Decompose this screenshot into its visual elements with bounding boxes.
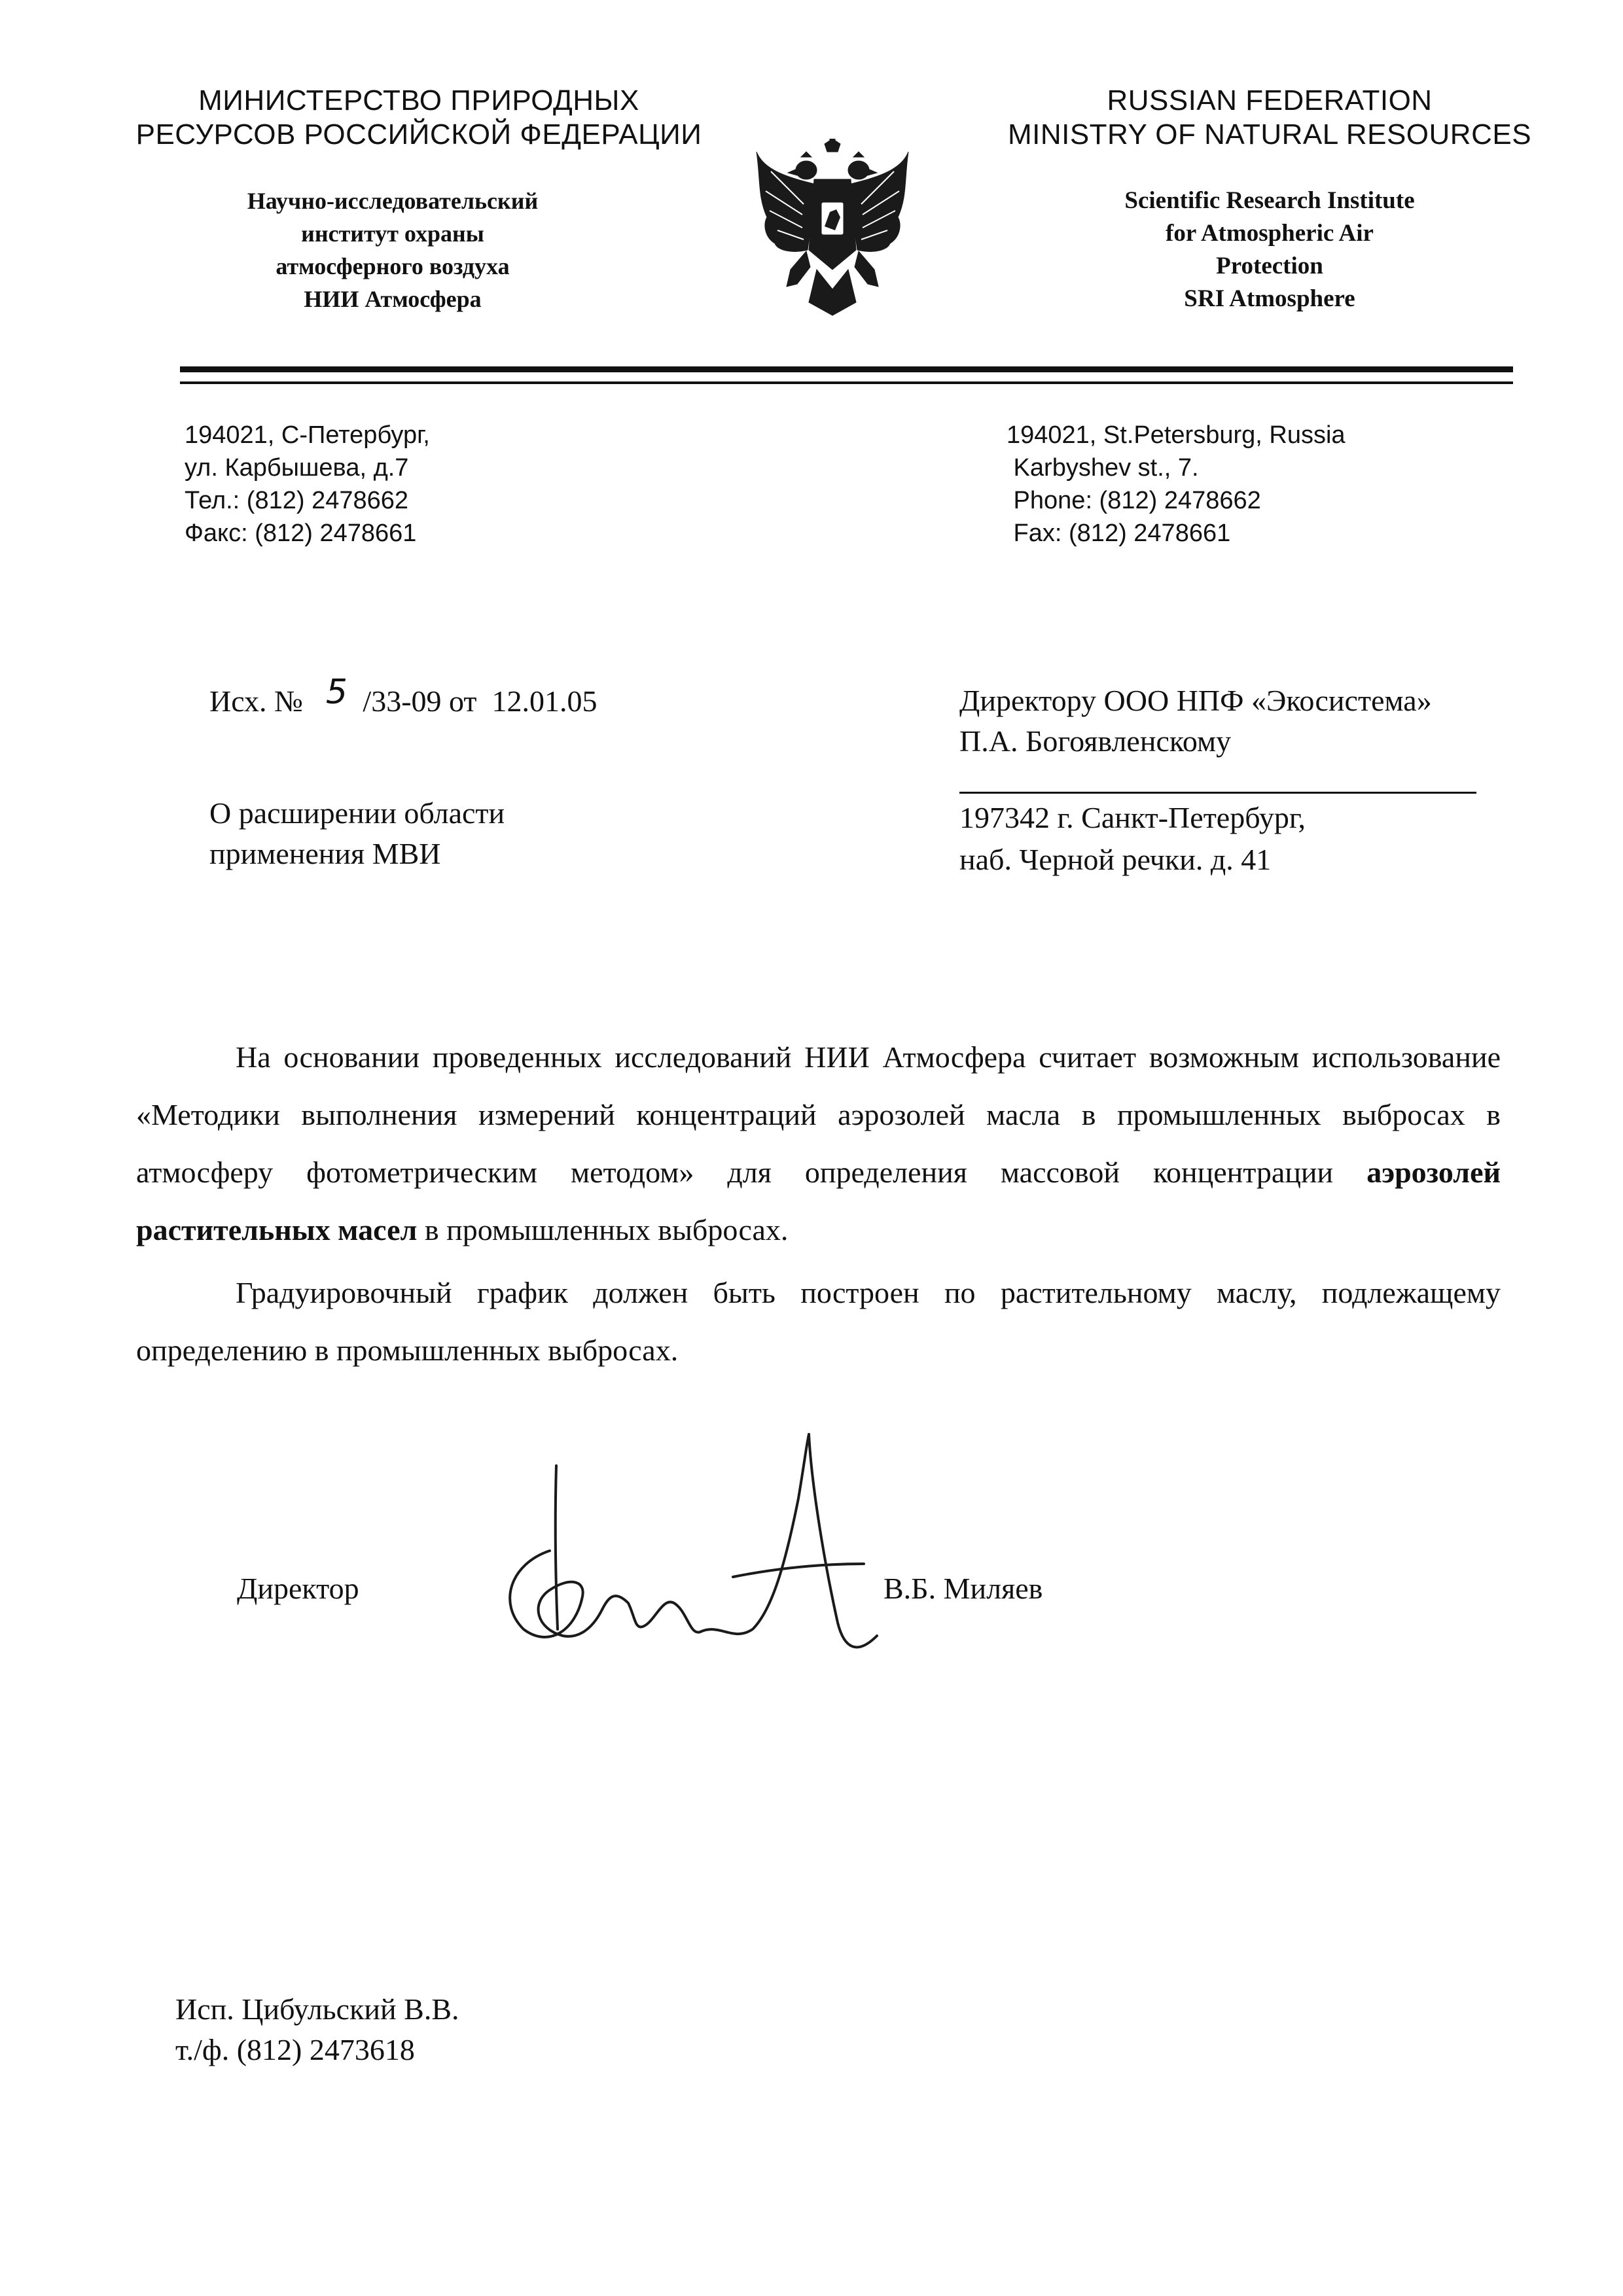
addressee-line1: Директору ООО НПФ «Экосистема» (959, 684, 1432, 717)
letter-body (136, 1029, 1501, 1379)
reference-prefix: Исх. № (209, 684, 303, 718)
ministry-name-ru-line1: МИНИСТЕРСТВО ПРИРОДНЫХ (198, 84, 639, 116)
handwritten-signature (471, 1433, 890, 1695)
institute-name-ru-line1: Научно-исследовательский (247, 188, 539, 214)
executor-info (175, 1989, 459, 2070)
institute-name-ru-line2: институт охраны (301, 221, 484, 247)
addressee-address-line1: 197342 г. Санкт-Петербург, (959, 801, 1306, 834)
addressee-line2: П.А. Богоявленскому (959, 724, 1232, 758)
letter-subject (209, 793, 505, 874)
body-p1-text-end: в промышленных выбросах. (417, 1213, 789, 1246)
sender-address-ru-fax: Факс: (812) 2478661 (185, 520, 417, 547)
institute-name-ru-line3: атмосферного воздуха (276, 253, 510, 279)
sender-address-en (1007, 419, 1346, 550)
ministry-name-en-line1: RUSSIAN FEDERATION (1107, 84, 1433, 116)
reference-number-handwritten: 5 (325, 673, 348, 712)
body-p1-bold: аэрозолей растительных масел (136, 1156, 1501, 1246)
sender-address-en-line2: Karbyshev st., 7. (1007, 454, 1199, 482)
executor-phone: т./ф. (812) 2473618 (175, 2033, 415, 2066)
ministry-name-ru-line2: РЕСУРСОВ РОССИЙСКОЙ ФЕДЕРАЦИИ (135, 118, 702, 150)
executor-name: Исп. Цибульский В.В. (175, 1992, 459, 2026)
subject-line1: О расширении области (209, 796, 505, 830)
addressee (959, 680, 1432, 762)
letterhead-rule-thin (180, 381, 1513, 384)
body-paragraph-2: Градуировочный график должен быть построен по растительному маслу, подлежащему определению в промышленных выбросах. (136, 1276, 1501, 1367)
addressee-address-line2: наб. Черной речки. д. 41 (959, 843, 1272, 876)
reference-suffix: /33-09 от 12.01.05 (363, 684, 597, 718)
institute-name-ru (190, 185, 596, 315)
sender-address-ru-line1: 194021, С-Петербург, (185, 421, 430, 449)
ministry-name-en-line2: MINISTRY OF NATURAL RESOURCES (1007, 118, 1532, 150)
body-paragraph-1 (136, 1029, 1501, 1259)
ministry-name-ru (124, 84, 713, 152)
institute-name-en (1073, 185, 1466, 315)
ministry-name-en (969, 84, 1571, 152)
sender-address-ru-phone: Тел.: (812) 2478662 (185, 487, 408, 514)
sender-address-en-fax: Fax: (812) 2478661 (1007, 520, 1231, 547)
institute-name-en-line4: SRI Atmosphere (1184, 285, 1355, 312)
outgoing-reference (209, 673, 597, 721)
subject-line2: применения МВИ (209, 837, 441, 870)
signatory-name: В.Б. Миляев (883, 1572, 1043, 1605)
signatory-title: Директор (237, 1572, 359, 1605)
sender-address-en-line1: 194021, St.Petersburg, Russia (1007, 421, 1346, 449)
institute-name-en-line1: Scientific Research Institute (1124, 187, 1415, 214)
sender-address-ru-line2: ул. Карбышева, д.7 (185, 454, 409, 482)
institute-name-ru-line4: НИИ Атмосфера (304, 286, 482, 312)
sender-address-en-phone: Phone: (812) 2478662 (1007, 487, 1261, 514)
institute-name-en-line3: Protection (1216, 253, 1323, 279)
addressee-address (959, 797, 1306, 881)
addressee-divider (959, 792, 1476, 794)
coat-of-arms-icon (751, 139, 914, 322)
institute-name-en-line2: for Atmospheric Air (1166, 220, 1374, 247)
body-p1-text: На основании проведенных исследований НИИ Атмосфера считает возможным использование «Методики выполнения измерений концентраций аэрозолей масла в промышленных выбросах в атмосферу фотометрическим методом» для определения массовой концентрации (136, 1040, 1501, 1189)
letterhead-rule-thick (180, 366, 1513, 372)
sender-address-ru (185, 419, 430, 550)
